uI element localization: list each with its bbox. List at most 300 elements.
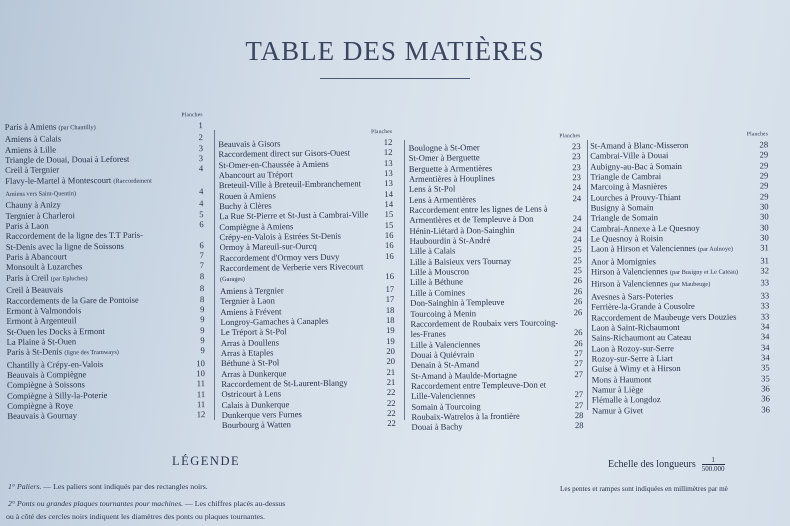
toc-entry-plate-number: 27 — [574, 399, 584, 410]
toc-entry-plate-number: 13 — [384, 178, 393, 189]
toc-entry-title: Triangle de Cambrai — [590, 171, 662, 182]
toc-entry-title: Tergnier à Laon — [220, 295, 275, 307]
toc-entry-note: Amiens vers Saint-Quentin) — [5, 190, 77, 198]
column-divider — [214, 130, 215, 420]
toc-entry-plate-number: 7 — [199, 250, 204, 261]
toc-entry-plate-number: 26 — [573, 306, 583, 317]
toc-entry-name — [5, 174, 152, 188]
legend-line-2 — [8, 499, 285, 508]
toc-entry-name — [411, 379, 546, 391]
toc-entry-plate-number: 22 — [386, 397, 396, 408]
toc-entry-plate-number — [377, 261, 394, 272]
toc-entry-plate-number: 8 — [199, 283, 205, 294]
toc-entry-title: Monsoult à Luzarches — [5, 261, 83, 273]
toc-entry-title: Raccordement de Verberie vers Rivecourt — [219, 261, 364, 274]
toc-entry-title: Beauvais à Gournay — [7, 410, 78, 422]
toc-entry-title: Don-Sainghin à Templeuve — [410, 297, 505, 309]
toc-entry-title: Lille à Comines — [410, 287, 466, 298]
toc-entry-plate-number: 6 — [199, 219, 204, 230]
toc-entry-plate-number: 21 — [386, 366, 396, 377]
toc-entry-plate-number: 10 — [196, 357, 205, 368]
toc-entry-title: Amiens à Lille — [4, 144, 57, 155]
toc-entry-plate-number: 11 — [196, 388, 206, 399]
toc-entry-name — [591, 322, 679, 333]
toc-entry-name — [7, 400, 73, 411]
toc-entry-name — [7, 326, 105, 337]
toc-entry-title: Paris à Abancourt — [5, 251, 68, 262]
toc-entry-name — [6, 251, 67, 262]
toc-entry-plate-number: 34 — [760, 352, 770, 363]
toc-entry-plate-number: 2 — [198, 132, 203, 143]
toc-entry-name — [410, 246, 456, 257]
toc-entry-plate-number: 4 — [199, 186, 204, 197]
toc-entry-name — [6, 262, 82, 273]
toc-entry-name — [6, 315, 76, 326]
page-title: TABLE DES MATIÈRES — [245, 36, 545, 66]
toc-entry-title: Compiègne à Soissons — [6, 379, 85, 391]
column-divider — [587, 140, 588, 410]
toc-entry-title: Beauvais à Gisors — [218, 138, 281, 150]
scale-text: Echelle des longueurs — [608, 459, 696, 470]
toc-entry-name — [219, 179, 361, 191]
toc-entry-plate-number: 24 — [572, 182, 582, 193]
toc-entry-name — [409, 153, 480, 164]
toc-entry-title: Creil à Beauvais — [6, 284, 64, 296]
toc-entry-name — [409, 173, 495, 184]
toc-entry-title: Lourches à Prouvy-Thiant — [590, 191, 681, 203]
toc-entry-title: Ormoy à Mareuil-sur-Ourcq — [219, 241, 317, 253]
toc-entry-name — [591, 291, 673, 302]
toc-entry-plate-number: 17 — [385, 283, 395, 294]
toc-entry-name — [591, 223, 700, 234]
toc-entry-name — [590, 150, 668, 161]
toc-entry-plate-number: 23 — [572, 151, 581, 162]
toc-entry-title: St-Omer-en-Chaussée à Amiens — [218, 158, 329, 170]
toc-entry-title: Lille à Calais — [409, 245, 456, 257]
planches-header: Planches — [559, 133, 581, 140]
toc-entry-title: Crépy-en-Valois à Estrées St-Denis — [219, 230, 342, 243]
toc-entry-name — [6, 241, 124, 252]
toc-entry-name — [411, 411, 519, 422]
toc-entry-plate-number: 26 — [573, 337, 583, 348]
legend-line-2-lead: 2° Ponts ou grandes plaques tournantes pour machines. — [8, 499, 184, 508]
toc-entry-plate-number: 7 — [199, 260, 205, 271]
toc-entry-plate-number: 22 — [386, 387, 396, 398]
toc-entry-name — [411, 390, 476, 401]
toc-entry-title: Raccordement direct sur Gisors-Ouest — [218, 147, 351, 160]
toc-entry-name — [410, 256, 511, 267]
toc-entry-plate-number: 34 — [760, 331, 770, 342]
toc-entry-title: Boulogne à St-Omer — [408, 142, 480, 153]
toc-entry-title: Denain à St-Amand — [410, 359, 480, 371]
toc-entry-plate-number: 14 — [384, 188, 394, 199]
toc-entry-title: Lille à Baisieux vers Tournay — [409, 255, 512, 267]
toc-entry-plate-number: 12 — [196, 409, 206, 420]
toc-entry-plate-number: 4 — [198, 163, 204, 174]
toc-entry-plate-number: 4 — [199, 198, 204, 209]
toc-entry-name — [591, 332, 691, 343]
toc-entry-name — [220, 306, 281, 317]
toc-entry-plate-number: 31 — [760, 242, 769, 253]
toc-entry-plate-number: 20 — [386, 356, 396, 367]
toc-entry-title: Le Quesnoy à Roisin — [590, 233, 664, 244]
toc-entry-plate-number: 3 — [198, 142, 204, 153]
toc-entry-name — [7, 369, 86, 380]
toc-entry-plate-number: 23 — [572, 172, 581, 183]
toc-entry-title: Flémalle à Longdoz — [591, 394, 661, 405]
toc-column-2 — [218, 127, 396, 431]
toc-column-4 — [590, 129, 770, 415]
toc-entry-plate-number: 25 — [573, 244, 582, 255]
toc-entry-title: Douai à Quiévrain — [410, 349, 475, 360]
toc-entry-plate-number: 19 — [386, 335, 395, 346]
scale-denominator: 500.000 — [701, 465, 725, 473]
legend-line-3: ou à côté des cercles noirs indiquent les diamètres des ponts ou plaques tournantes. — [6, 512, 265, 521]
toc-entry-plate-number: 27 — [574, 358, 583, 369]
toc-entry-note: (par Aulnoye) — [697, 246, 734, 254]
toc-entry-plate-number: 33 — [760, 300, 770, 311]
toc-entry-title: Buchy à Clères — [219, 200, 272, 212]
toc-entry-title: Amiens à Tergnier — [220, 285, 284, 296]
toc-entry-name — [590, 171, 661, 182]
toc-entry-note: (Garages) — [219, 276, 245, 284]
toc-entry-title: Cambrai-Annexe à Le Quesnoy — [590, 222, 700, 234]
planches-header: Planches — [746, 131, 769, 138]
toc-entry-title: Lens à Armentières — [409, 193, 477, 205]
toc-entry-plate-number: 17 — [385, 294, 395, 305]
toc-entry-title: Abancourt au Tréport — [218, 169, 293, 181]
toc-entry-plate-number: 20 — [386, 345, 395, 356]
toc-entry-plate-number: 25 — [573, 254, 582, 265]
toc-entry-plate-number: 9 — [200, 324, 205, 335]
toc-entry-plate-number: 30 — [759, 211, 769, 222]
toc-entry-title: Flavy-le-Martel à Montescourt — [5, 174, 112, 186]
toc-entry-title: Busigny à Somain — [590, 202, 654, 213]
toc-entry-name — [222, 419, 291, 430]
toc-entry-plate-number: 24 — [572, 234, 582, 245]
toc-entry-title: Roubaix-Watrelos à la frontière — [411, 410, 520, 422]
toc-entry-name — [6, 221, 49, 232]
toc-entry-name — [591, 243, 733, 256]
toc-entry-name — [591, 301, 695, 312]
toc-entry-plate-number: 27 — [574, 368, 584, 379]
toc-entry-plate-number: 31 — [760, 255, 769, 266]
toc-entry-title: Dunkerque vers Furnes — [221, 409, 302, 420]
toc-entry-plate-number: 26 — [573, 275, 583, 286]
toc-entry-title: Bourbourg à Watten — [221, 419, 292, 431]
toc-entry-name — [592, 405, 643, 416]
toc-entry-plate-number: 11 — [196, 378, 206, 389]
toc-entry-title: St-Amand à Maulde-Mortagne — [410, 369, 517, 381]
toc-entry-title: Amiens à Calais — [4, 133, 62, 145]
toc-entry-plate-number: 29 — [759, 170, 769, 181]
toc-entry-plate-number: 24 — [572, 192, 582, 203]
toc-entry-name — [409, 214, 533, 226]
toc-entry-plate-number: 36 — [761, 403, 770, 415]
toc-entry-name — [219, 200, 272, 211]
toc-entry-title: Lille à Valenciennes — [410, 338, 481, 350]
toc-entry-title: Tourcoing à Menin — [410, 307, 477, 319]
toc-entry-plate-number — [564, 203, 581, 214]
toc-entry-name — [5, 187, 76, 200]
toc-entry-plate-number: 16 — [384, 230, 394, 241]
toc-entry-title: Marcoing à Masnières — [590, 181, 668, 192]
toc-entry-plate-number: 9 — [200, 303, 205, 315]
toc-entry-title: Ferrière-la-Grande à Cousolre — [591, 301, 695, 312]
toc-entry-title: Rouen à Amiens — [218, 190, 276, 201]
toc-entry-plate-number: 13 — [384, 167, 393, 179]
toc-entry-plate-number: 22 — [387, 418, 396, 429]
scale-numerator: 1 — [711, 456, 715, 464]
toc-entry-plate-number — [186, 174, 203, 186]
toc-entry-name — [411, 359, 479, 370]
toc-entry-name — [590, 181, 667, 192]
toc-entry-name — [221, 389, 281, 400]
toc-entry-title: Tergnier à Charleroi — [5, 210, 76, 221]
toc-entry-title: Paris à Laon — [5, 220, 49, 231]
toc-entry-title: Namur à Liège — [591, 384, 644, 395]
toc-entry-name — [220, 261, 364, 273]
toc-entry-name — [220, 316, 328, 328]
toc-entry-title: Raccordement entre les lignes de Lens à — [409, 203, 548, 215]
toc-entry-plate-number: 15 — [384, 219, 394, 230]
legend-title: LÉGENDE — [172, 454, 241, 468]
toc-entry-name — [5, 121, 96, 134]
toc-entry-title: Anor à Momignies — [590, 255, 656, 267]
toc-entry-note: (ligne des Tramways) — [64, 349, 119, 357]
toc-entry-plate-number: 8 — [199, 293, 205, 304]
toc-entry-name — [591, 213, 659, 224]
toc-entry-plate-number: 15 — [384, 209, 394, 220]
toc-entry-title: Laon à Hirson et Valenciennes — [590, 243, 696, 255]
toc-entry-name — [409, 194, 476, 205]
toc-entry-name — [7, 411, 77, 422]
toc-entry-plate-number: 12 — [383, 136, 393, 148]
toc-entry-plate-number: 28 — [759, 139, 769, 150]
title-underline — [320, 78, 470, 79]
toc-entry-name — [218, 138, 280, 149]
toc-entry-plate-number: 29 — [759, 191, 769, 202]
toc-entry-plate-number: 33 — [760, 310, 770, 321]
toc-entry-name — [6, 294, 139, 305]
toc-entry-title: Raccordement d'Ormoy vers Duvy — [219, 251, 340, 263]
toc-entry-title: Paris à St-Denis — [6, 346, 63, 358]
toc-entry-title: Breteuil-Ville à Breteuil-Embranchement — [218, 178, 362, 191]
toc-entry-title: Creil à Tergnier — [5, 164, 60, 176]
legend-line-2-text: — Les chiffres placés au-dessus — [183, 499, 286, 508]
toc-entry-title: Laon à Rozoy-sur-Serre — [591, 342, 674, 354]
toc-entry-plate-number: 12 — [383, 147, 393, 158]
toc-entry-plate-number: 26 — [573, 285, 583, 297]
toc-entry-plate-number: 27 — [574, 389, 584, 400]
toc-entry-name — [7, 346, 119, 359]
toc-entry — [592, 404, 770, 416]
toc-entry-plate-number: 33 — [760, 290, 770, 301]
toc-entry-title: La Rue St-Pierre et St-Just à Cambrai-Ville — [219, 209, 369, 222]
toc-entry-title: Arras à Doullens — [220, 336, 280, 348]
toc-entry-name — [590, 140, 688, 151]
toc-entry-plate-number: 14 — [384, 199, 394, 210]
toc-entry-note: (par Maubeuge) — [669, 281, 711, 289]
toc-entry-plate-number: 28 — [574, 420, 584, 431]
toc-entry-plate-number: 16 — [385, 271, 395, 282]
toc-entry-name — [5, 200, 60, 211]
toc-entry-name — [5, 144, 56, 155]
toc-entry-title: Triangle de Somain — [590, 212, 659, 224]
toc-entry-plate-number: 8 — [199, 270, 205, 281]
toc-entry-title: Calais à Dunkerque — [221, 398, 290, 410]
pentes-note: Les pentes et rampes sont indiquées en millimètres par mè — [560, 485, 728, 493]
toc-entry-name — [592, 394, 661, 405]
toc-entry-title: Hirson à Valenciennes — [590, 266, 668, 277]
toc-entry-title: Aubigny-au-Bac à Somain — [590, 160, 682, 172]
toc-entry-name — [411, 422, 462, 433]
toc-entry-plate-number: 22 — [386, 407, 396, 418]
toc-entry-plate-number: 34 — [760, 321, 770, 332]
toc-entry-name — [220, 273, 245, 286]
toc-entry-note: (par Busigny et Le Cateau) — [669, 268, 739, 277]
toc-entry-name — [411, 349, 475, 360]
toc-entry-name — [410, 266, 469, 277]
toc-entry-plate-number: 35 — [761, 372, 770, 383]
toc-entry-name — [409, 225, 514, 236]
toc-entry-plate-number: 27 — [574, 347, 583, 359]
toc-entry-plate-number: 16 — [385, 250, 394, 261]
toc-column-1 — [5, 110, 206, 421]
toc-entry-name — [221, 337, 279, 348]
toc-entry-plate-number: 23 — [571, 141, 581, 152]
toc-entry-plate-number: 24 — [572, 223, 582, 234]
toc-entry-title: Raccordement de Roubaix vers Tourcoing- — [410, 317, 559, 329]
toc-entry-plate-number: 29 — [759, 160, 769, 171]
toc-entry-title: Ostricourt à Lens — [221, 388, 282, 400]
toc-entry-plate-number: 13 — [383, 157, 393, 168]
toc-entry-name — [219, 158, 329, 170]
toc-entry-plate-number: 30 — [760, 232, 769, 243]
toc-entry-plate-number: 36 — [761, 393, 770, 404]
toc-entry-name — [591, 233, 663, 244]
toc-entry-name — [590, 161, 682, 172]
toc-entry-note: (Raccordement — [113, 177, 152, 185]
toc-entry-title: Beauvais à Compiègne — [6, 369, 87, 380]
toc-entry — [222, 418, 396, 430]
toc-entry-note: (par Epluches) — [50, 274, 88, 283]
toc-entry-plate-number — [566, 379, 583, 390]
toc-entry-plate-number: 30 — [759, 201, 769, 212]
toc-entry-name — [592, 353, 674, 364]
toc-entry-name — [410, 235, 491, 246]
toc-entry-plate-number: 11 — [196, 399, 206, 410]
toc-entry-title: Namur à Givet — [591, 404, 644, 416]
toc-entry-title: Hénin-Liétard à Don-Sainghin — [409, 224, 515, 236]
toc-entry-plate-number: 9 — [200, 335, 205, 346]
toc-entry-plate-number: 28 — [574, 410, 584, 421]
toc-entry-title: Lens à St-Pol — [408, 183, 456, 195]
toc-entry-plate-number: 5 — [199, 208, 204, 219]
toc-entry-plate-number: 26 — [573, 327, 583, 338]
toc-entry-title: Lille à Béthune — [409, 276, 464, 288]
toc-entry-name — [410, 297, 504, 308]
toc-entry — [7, 409, 205, 421]
toc-entry-name — [220, 296, 275, 307]
toc-entry-title: Haubourdin à St-André — [409, 235, 491, 246]
toc-entry-name — [7, 390, 107, 401]
toc-entry-plate-number: 19 — [385, 325, 395, 336]
toc-entry — [410, 317, 582, 329]
toc-entry-name — [590, 192, 680, 203]
toc-entry-plate-number: 24 — [572, 213, 582, 224]
toc-entry-title: Paris à Creil — [6, 272, 49, 283]
toc-entry-title: Lille à Mouscron — [409, 266, 470, 278]
toc-entry — [219, 209, 393, 221]
toc-entry-title: Armentières à Houplines — [408, 173, 495, 184]
toc-entry-plate-number: 34 — [760, 341, 770, 352]
toc-entry-title: Ermont à Valmondois — [6, 305, 82, 316]
legend-line-1-text: — Les paliers sont indiqués par des rectangles noirs. — [41, 482, 208, 491]
toc-entry-title: La Plaine à St-Ouen — [6, 336, 77, 347]
toc-entry-plate-number: 16 — [384, 240, 394, 251]
toc-entry-plate-number: 6 — [199, 239, 204, 250]
legend-line-1-lead: 1° Paliers. — [8, 482, 42, 491]
toc-entry-title: Rozoy-sur-Serre à Liart — [591, 352, 674, 364]
toc-entry-name — [5, 134, 61, 145]
toc-entry-plate-number: 33 — [760, 277, 770, 288]
legend-line-1 — [8, 482, 208, 491]
toc-entry-name — [591, 311, 736, 322]
toc-entry-title: Compiègne à Roye — [7, 400, 74, 411]
toc-entry-title: Laon à Saint-Richaumont — [591, 321, 680, 333]
toc-entry-title: Armentières et de Templeuve à Don — [409, 214, 534, 226]
toc-entry-plate-number: 26 — [573, 296, 583, 307]
toc-entry-plate-number: 30 — [760, 222, 769, 233]
toc-entry-name — [591, 343, 673, 354]
toc-entry-title: Cambrai-Ville à Douai — [590, 150, 669, 161]
toc-entry-name — [411, 401, 481, 412]
toc-entry-plate-number: 18 — [385, 304, 395, 315]
toc-entry-plate-number: 9 — [200, 314, 205, 325]
toc-entry-plate-number: 1 — [198, 120, 203, 131]
scale-label — [608, 456, 725, 473]
toc-column-3 — [408, 131, 583, 432]
toc-entry-title: Somain à Tourcoing — [411, 400, 481, 412]
toc-entry-name — [592, 384, 644, 395]
toc-entry-plate-number: 10 — [196, 368, 205, 379]
toc-entry-name — [409, 184, 455, 195]
toc-entry-title: Compiègne à Silly-la-Poterie — [7, 389, 108, 401]
toc-entry-title: St-Denis avec la ligne de Soissons — [5, 240, 125, 252]
toc-entry-title: Guise à Wimy et à Hirson — [591, 363, 681, 374]
toc-entry-name — [409, 142, 480, 153]
toc-entry-title: Amiens à Frévent — [220, 305, 282, 317]
toc-entry-name — [6, 272, 88, 285]
toc-entry-name — [221, 377, 348, 389]
toc-entry-name — [591, 266, 738, 279]
toc-entry-title: Raccordement de Maubeuge vers Douzies — [591, 311, 737, 323]
toc-entry-name — [591, 202, 654, 213]
toc-entry-plate-number — [187, 230, 204, 240]
scale-fraction — [702, 456, 725, 473]
toc-entry-title: Triangle de Douai, Douai à Leforest — [5, 153, 130, 165]
toc-entry-name — [410, 329, 445, 340]
toc-entry-title: Paris à Amiens — [4, 121, 57, 132]
toc-entry-title: Le Tréport à St-Pol — [220, 326, 287, 338]
toc-entry-name — [592, 374, 652, 385]
toc-entry-title: Raccordement entre Templeuve-Don et — [411, 379, 547, 391]
toc-entry-title: Compiègne à Amiens — [219, 220, 294, 232]
planches-header: Planches — [371, 128, 393, 136]
toc-entry-plate-number: 29 — [759, 180, 769, 191]
toc-entry-name — [6, 210, 75, 221]
